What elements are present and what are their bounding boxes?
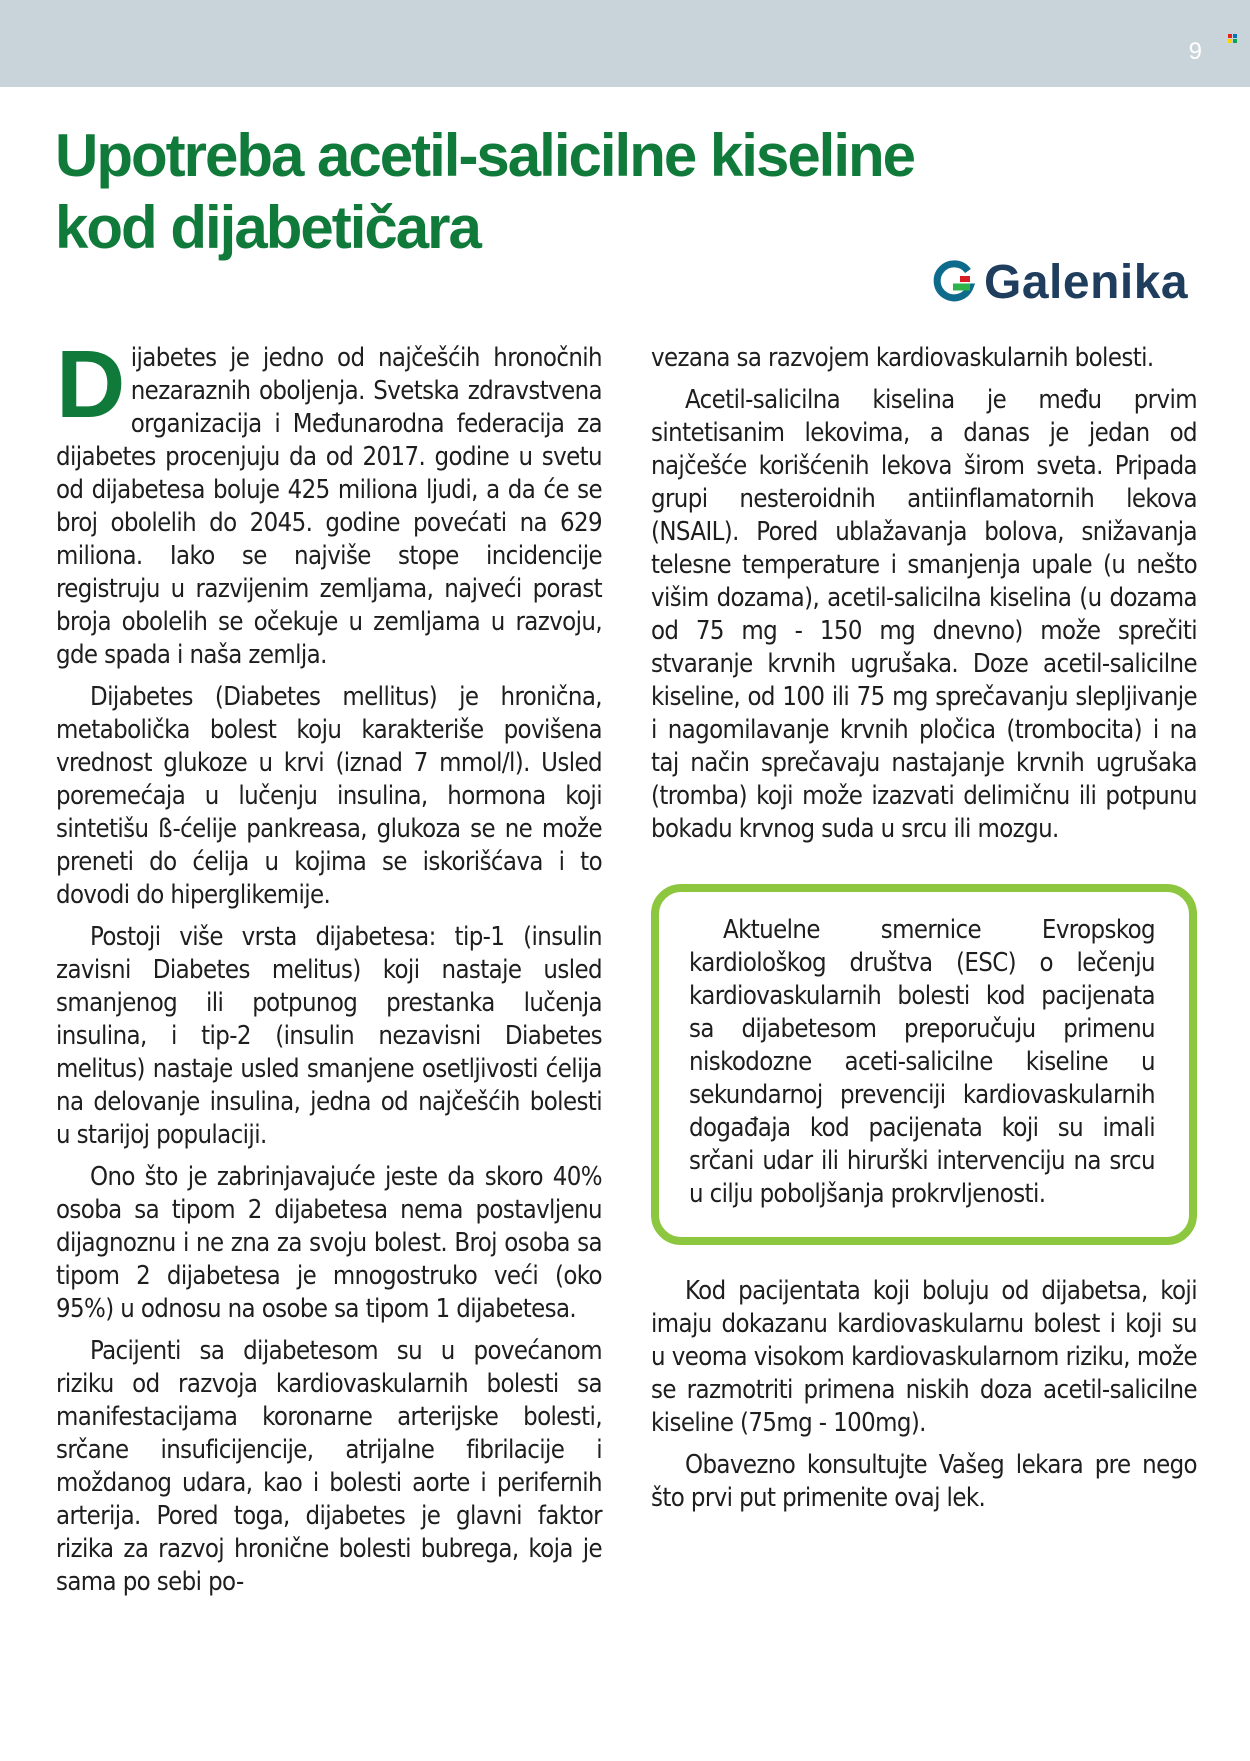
- recommendation-callout-box: [651, 884, 1197, 1245]
- right-column: [651, 342, 1197, 1524]
- brand-logo: [930, 254, 1188, 310]
- callout-text: Aktuelne smernice Evropskog kardiološkog društva (ESC) o lečenju kardiovaskularnih bolesti kod pacijenata sa dijabetesom preporučuju primenu niskodozne aceti-salicilne kiseline u sekundarnoj prevenciji kardiovaskularnih događaja kod pacijenata koji su imali srčani udar ili hirurški intervenciju na srcu u cilju poboljšanja prokrvljenosti.: [689, 915, 1155, 1209]
- closing-advice: Obavezno konsultujte Vašeg lekara pre nego što prvi put primenite ovaj lek.: [651, 1450, 1197, 1513]
- body-paragraph: Ono što je zabrinjavajuće jeste da skoro 40% osoba sa tipom 2 dijabetesa nema postavljenu dijagnoznu i ne zna za svoju bolest. Broj osoba sa tipom 2 dijabetesa je mnogostruko veći (oko 95%) u odnosu na osobe sa tipom 1 dijabetesa.: [56, 1162, 602, 1324]
- intro-paragraph: [56, 331, 602, 672]
- body-paragraph: Dijabetes (Diabetes mellitus) je hronična, metabolička bolest koju karakteriše povišena vrednost glukoze u krvi (iznad 7 mmol/l). Usled poremećaja u lučenju insulina, hormona koji sintetišu ß-ćelije pankreasa, glukoza se ne može preneti do ćelija u kojima se iskorišćava i to dovodi do hiperglikemije.: [56, 682, 602, 910]
- article-title: [55, 120, 955, 264]
- title-line-2: kod dijabetičara: [55, 194, 480, 261]
- intro-text: ijabetes je jedno od najčešćih hronočnih nezaraznih oboljenja. Svetska zdravstvena organizacija i Međunarodna federacija za dijabetes procenjuju da od 2017. godine u svetu od dijabetesa boluje 425 miliona ljudi, a da će se broj obolelih do 2045. godine povećati na 629 miliona. Iako se najviše stope incidencije registruju u razvijenim zemljama, najveći porast broja obolelih se očekuje u zemljama u razvoju, gde spada i naša zemlja.: [56, 343, 602, 670]
- left-column: [56, 331, 602, 1608]
- drop-cap: D: [56, 331, 125, 438]
- galenika-logo-icon: [930, 259, 976, 305]
- body-paragraph: Acetil-salicilna kiselina je među prvim sintetisanim lekovima, a danas je jedan od najčešće korišćenih lekova širom sveta. Pripada grupi nesteroidnih antiinflamatornih lekova (NSAIL). Pored ublažavanja bolova, snižavanja telesne temperature i smanjenja upale (u nešto višim dozama), acetil-salicilna kiselina (u dozama od 75 mg - 150 mg dnevno) može sprečiti stvaranje krvnih ugrušaka. Doze acetil-salicilne kiseline, od 100 ili 75 mg sprečavanju slepljivanje i nagomilavanje krvnih pločica (trombocita) i na taj način sprečavaju nastajanje krvnih ugrušaka (tromba) koji može izazvati delimičnu ili potpunu bokadu krvnog suda u srcu ili mozgu.: [651, 385, 1197, 844]
- title-line-1: Upotreba acetil-salicilne kiseline: [55, 122, 915, 189]
- corner-dot-blue: [1233, 34, 1237, 38]
- body-paragraph: Pacijenti sa dijabetesom su u povećanom riziku od razvoja kardiovaskularnih bolesti sa manifestacijama koronarne arterijske bolesti, srčane insuficijencije, atrijalne fibrilacije i moždanog udara, kao i bolesti aorte i perifernih arterija. Pored toga, dijabetes je glavni faktor rizika za razvoj hronične bolesti bubrega, koja je sama po sebi po-: [56, 1336, 602, 1597]
- header-band: [0, 0, 1250, 87]
- page-number: 9: [1188, 38, 1202, 65]
- corner-dot-red: [1228, 34, 1232, 38]
- corner-dot-green: [1233, 39, 1237, 43]
- corner-dot-yellow: [1228, 39, 1232, 43]
- continuation-paragraph: vezana sa razvojem kardiovaskularnih bolesti.: [651, 343, 1154, 373]
- brand-name: Galenika: [984, 255, 1189, 309]
- body-paragraph: Postoji više vrsta dijabetesa: tip-1 (insulin zavisni Diabetes melitus) koji nastaje usled smanjenog ili potpunog prestanka lučenja insulina, i tip-2 (insulin nezavisni Diabetes melitus) nastaje usled smanjene osetljivosti ćelija na delovanje insulina, jedna od najčešćih bolesti u starijoj populaciji.: [56, 922, 602, 1150]
- body-paragraph: Kod pacijentata koji boluju od dijabetsa, koji imaju dokazanu kardiovaskularnu bolest i koji su u veoma visokom kardiovaskularnom riziku, može se razmotriti primena niskih doza acetil-salicilne kiseline (75mg - 100mg).: [651, 1276, 1197, 1438]
- corner-color-dots: [1228, 34, 1240, 44]
